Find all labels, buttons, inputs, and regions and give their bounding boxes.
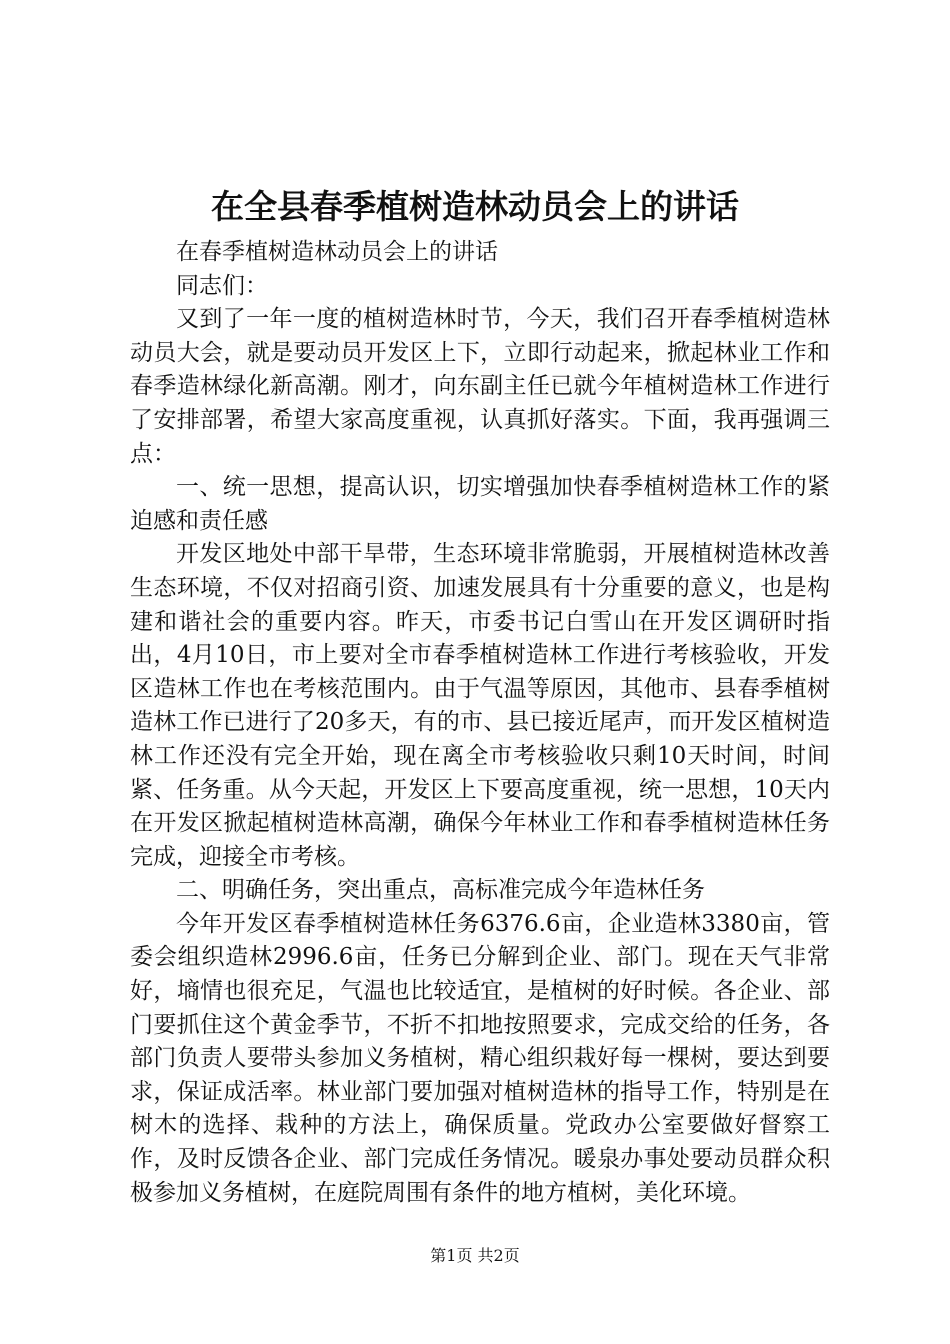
paragraph-section-2: 今年开发区春季植树造林任务6376.6亩，企业造林3380亩，管委会组织造林2996.6亩，任务已分解到企业、部门。现在天气非常好，墒情也很充足，气温也比较适宜，是植树的好时候。各企业、部门要抓住这个黄金季节，不折不扣地按照要求，完成交给的任务，各部门负责人要带头参加义务植树，精心组织栽好每一棵树，要达到要求，保证成活率。林业部门要加强对植树造林的指导工作，特别是在树木的选择、栽种的方法上，确保质量。党政办公室要做好督察工作，及时反馈各企业、部门完成任务情况。暖泉办事处要动员群众积极参加义务植树，在庭院周围有条件的地方植树，美化环境。 — [130, 910, 830, 1206]
document-title: 在全县春季植树造林动员会上的讲话 — [211, 187, 739, 226]
section-heading-1: 一、统一思想，提高认识，切实增强加快春季植树造林工作的紧迫感和责任感 — [130, 474, 830, 534]
document-body — [130, 236, 830, 1210]
page-footer — [0, 1245, 950, 1267]
section-heading-2: 二、明确任务，突出重点，高标准完成今年造林任务 — [176, 877, 705, 904]
paragraph-section-1: 开发区地处中部干旱带，生态环境非常脆弱，开展植树造林改善生态环境，不仅对招商引资、加速发展具有十分重要的意义，也是构建和谐社会的重要内容。昨天，市委书记白雪山在开发区调研时指出，4月10日，市上要对全市春季植树造林工作进行考核验收，开发区造林工作也在考核范围内。由于气温等原因，其他市、县春季植树造林工作已进行了20多天，有的市、县已接近尾声，而开发区植树造林工作还没有完全开始，现在离全市考核验收只剩10天时间，时间紧、任务重。从今天起，开发区上下要高度重视，统一思想，10天内在开发区掀起植树造林高潮，确保今年林业工作和春季植树造林任务完成，迎接全市考核。 — [130, 541, 830, 870]
page-number-total: 共2页 — [477, 1246, 520, 1265]
paragraph-intro: 又到了一年一度的植树造林时节，今天，我们召开春季植树造林动员大会，就是要动员开发区上下，立即行动起来，掀起林业工作和春季造林绿化新高潮。刚才，向东副主任已就今年植树造林工作进行了安排部署，希望大家高度重视，认真抓好落实。下面，我再强调三点： — [130, 306, 830, 467]
paragraph-salutation: 同志们： — [176, 272, 268, 299]
page-number-current: 第1页 — [430, 1246, 473, 1265]
paragraph-subtitle: 在春季植树造林动员会上的讲话 — [176, 239, 498, 265]
